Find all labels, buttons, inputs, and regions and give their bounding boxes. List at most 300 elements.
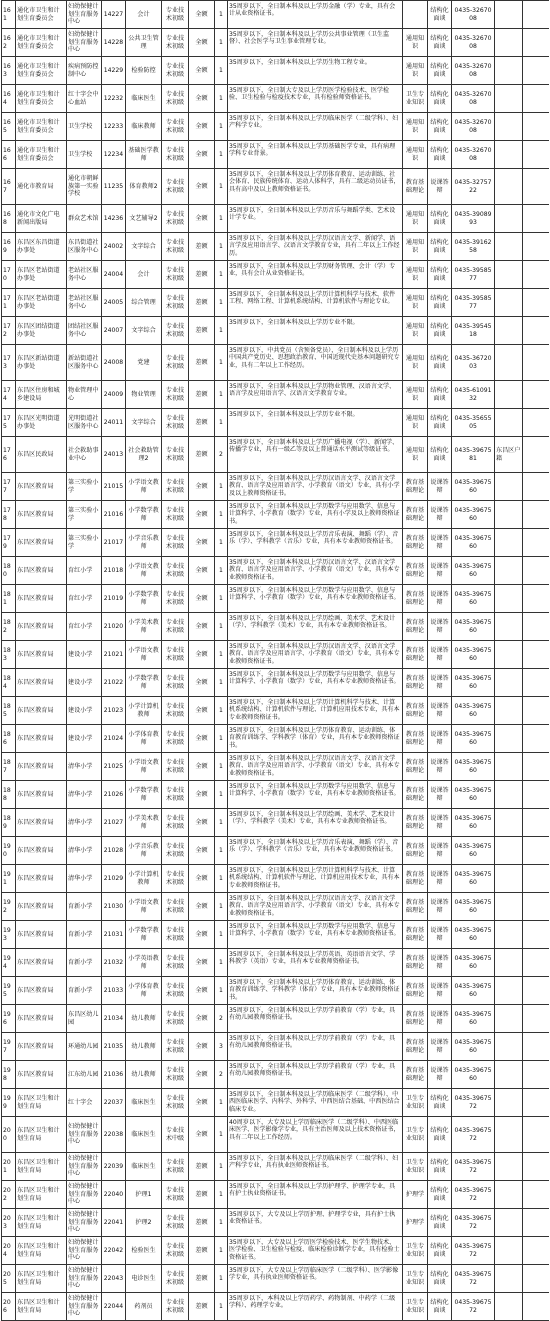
table-row xyxy=(1,585,549,613)
headcount-cell: 1 xyxy=(214,641,227,668)
notes-cell: 东昌区户籍 xyxy=(494,437,523,472)
headcount-cell: 1 xyxy=(214,169,227,204)
interview-type-cell: 结构化面谈 xyxy=(427,233,451,260)
headcount-cell: 1 xyxy=(214,949,227,976)
requirements-cell: 35周岁以下，全日制本科及以上学历数学与应用数学、信息与计算科学、小学教育（数学）专业，具有本专业教师资格证书。 xyxy=(227,585,402,612)
requirements-cell: 35周岁以下，全日制本科及以上学历临床医学（二级学科）、妇产科学专业，具有执业医师资格证书。 xyxy=(227,1153,402,1180)
position-name-cell: 临床医生 xyxy=(125,85,161,112)
table-row xyxy=(1,837,549,865)
written-exam-cell: 通用知识 xyxy=(402,437,427,472)
interview-type-cell: 结构化面谈 xyxy=(427,1237,451,1264)
position-name-cell: 临床医生 xyxy=(125,1089,161,1116)
department-cell: 东昌区教育局 xyxy=(15,781,66,808)
row-number-cell: 183 xyxy=(1,641,15,668)
row-number-cell: 185 xyxy=(1,697,15,724)
row-number-cell: 193 xyxy=(1,921,15,948)
position-code-cell: 21031 xyxy=(101,921,125,948)
position-code-cell: 24013 xyxy=(101,437,125,472)
interview-type-cell: 结构化面谈 xyxy=(427,289,451,316)
department-cell: 东昌区教育局 xyxy=(15,1005,66,1032)
position-level-cell: 专业技术初级 xyxy=(161,289,188,316)
contact-phone-cell: 0435-3967560 xyxy=(451,725,494,752)
interview-type-cell: 结构化面谈 xyxy=(427,1293,451,1320)
employer-cell: 育红小学 xyxy=(66,613,101,640)
position-name-cell: 小学音乐教师 xyxy=(125,529,161,556)
table-row xyxy=(1,977,549,1005)
contact-phone-cell: 0435-6109132 xyxy=(451,381,494,408)
row-number-cell: 184 xyxy=(1,669,15,696)
employer-cell: 第三实验小学 xyxy=(66,473,101,500)
interview-type-cell: 结构化面谈 xyxy=(427,1117,451,1152)
row-number-cell: 194 xyxy=(1,949,15,976)
position-level-cell: 专业技术初级 xyxy=(161,1061,188,1088)
funding-type-cell: 全额 xyxy=(188,585,214,612)
employer-cell: 妇幼保健计划生育服务中心 xyxy=(66,1265,101,1292)
funding-type-cell: 差额 xyxy=(188,233,214,260)
interview-type-cell: 结构化面谈 xyxy=(427,261,451,288)
department-cell: 东昌区卫生和计划生育局 xyxy=(15,1293,66,1320)
table-row xyxy=(1,409,549,437)
row-number-cell: 196 xyxy=(1,1005,15,1032)
table-row xyxy=(1,725,549,753)
funding-type-cell: 全额 xyxy=(188,1,214,28)
position-level-cell: 专业技术初级 xyxy=(161,977,188,1004)
employer-cell: 育红小学 xyxy=(66,585,101,612)
contact-phone-cell: 0435-3967560 xyxy=(451,1005,494,1032)
position-name-cell: 电诊医生 xyxy=(125,1265,161,1292)
notes-cell xyxy=(494,893,523,920)
department-cell: 东昌区卫生和计划生育局 xyxy=(15,1265,66,1292)
contact-phone-cell: 0435-3267008 xyxy=(451,113,494,140)
department-cell: 东昌区教育局 xyxy=(15,557,66,584)
row-number-cell: 187 xyxy=(1,753,15,780)
requirements-cell: 35周岁以下，全日制本科及以上学历计算机科学与技术、计算机系统结构、计算机软件与理论、计算机应用技术专业，具有本专业教师资格证书。 xyxy=(227,865,402,892)
written-exam-cell: 教育基础理论 xyxy=(402,473,427,500)
position-name-cell: 小学语文教师 xyxy=(125,557,161,584)
position-code-cell: 21017 xyxy=(101,529,125,556)
table-row xyxy=(1,753,549,781)
department-cell: 通化市卫生和计划生育委员会 xyxy=(15,113,66,140)
row-number-cell: 173 xyxy=(1,345,15,380)
notes-cell xyxy=(494,317,523,344)
written-exam-cell: 护理学 xyxy=(402,1181,427,1208)
position-name-cell: 临床教师 xyxy=(125,113,161,140)
funding-type-cell: 全额 xyxy=(188,669,214,696)
requirements-cell: 35周岁以下，中共党员（含预备党员），全日制本科及以上学历中国共产党历史、思想政治教育、中国近现代史基本问题研究专业，具有二年以上工作经历。 xyxy=(227,345,402,380)
table-row xyxy=(1,1293,549,1321)
position-level-cell: 专业技术初级 xyxy=(161,473,188,500)
employer-cell: 卫生学校 xyxy=(66,141,101,168)
position-level-cell: 专业技术初级 xyxy=(161,1209,188,1236)
table-row xyxy=(1,381,549,409)
row-number-cell: 198 xyxy=(1,1061,15,1088)
position-code-cell: 21029 xyxy=(101,865,125,892)
table-row xyxy=(1,29,549,57)
funding-type-cell: 全额 xyxy=(188,205,214,232)
interview-type-cell: 说课答辩 xyxy=(427,557,451,584)
notes-cell xyxy=(494,669,523,696)
row-number-cell: 199 xyxy=(1,1089,15,1116)
interview-type-cell: 说课答辩 xyxy=(427,1033,451,1060)
position-level-cell: 专业技术初级 xyxy=(161,1033,188,1060)
position-level-cell: 专业技术初级 xyxy=(161,1237,188,1264)
notes-cell xyxy=(494,557,523,584)
headcount-cell: 1 xyxy=(214,1,227,28)
requirements-cell: 35周岁以下，全日制本科及以上学历数学与应用数学、信息与计算科学、小学教育（数学）专业，具有本专业教师资格证书。 xyxy=(227,921,402,948)
row-number-cell: 182 xyxy=(1,613,15,640)
written-exam-cell: 教育基础理论 xyxy=(402,169,427,204)
table-row xyxy=(1,113,549,141)
funding-type-cell: 差额 xyxy=(188,1237,214,1264)
row-number-cell: 172 xyxy=(1,317,15,344)
written-exam-cell: 通用知识 xyxy=(402,345,427,380)
position-name-cell: 临床医生 xyxy=(125,1117,161,1152)
contact-phone-cell: 0435-3967560 xyxy=(451,641,494,668)
requirements-cell: 35周岁以下，全日制本科及以上学历物业管理、汉语言文学、语言学及应用语言学、汉语言文学教育专业。 xyxy=(227,381,402,408)
interview-type-cell: 结构化面谈 xyxy=(427,205,451,232)
position-code-cell: 21036 xyxy=(101,1061,125,1088)
position-code-cell: 14227 xyxy=(101,1,125,28)
contact-phone-cell: 0435-3908993 xyxy=(451,205,494,232)
position-code-cell: 21019 xyxy=(101,585,125,612)
employer-cell: 江东幼儿园 xyxy=(66,1061,101,1088)
requirements-cell: 35周岁以下，全日制本科及以上学历数学与应用数学、信息与计算科学、小学教育（数学）专业，具有本专业教师资格证书。 xyxy=(227,781,402,808)
written-exam-cell: 通用知识 xyxy=(402,409,427,436)
contact-phone-cell: 0435-3967560 xyxy=(451,697,494,724)
interview-type-cell: 结构化面谈 xyxy=(427,29,451,56)
table-row xyxy=(1,641,549,669)
department-cell: 东昌区新站街道办事处 xyxy=(15,345,66,380)
position-name-cell: 小学数学教师 xyxy=(125,669,161,696)
department-cell: 东昌区卫生和计划生育局 xyxy=(15,1181,66,1208)
table-row xyxy=(1,1061,549,1089)
table-row xyxy=(1,1,549,29)
department-cell: 通化市文化广电新闻出版局 xyxy=(15,205,66,232)
department-cell: 东昌区东昌街道办事处 xyxy=(15,233,66,260)
employer-cell: 第三实验小学 xyxy=(66,501,101,528)
table-row xyxy=(1,669,549,697)
interview-type-cell: 说课答辩 xyxy=(427,893,451,920)
funding-type-cell: 全额 xyxy=(188,781,214,808)
position-code-cell: 24002 xyxy=(101,233,125,260)
position-code-cell: 21015 xyxy=(101,473,125,500)
position-level-cell: 专业技术初级 xyxy=(161,113,188,140)
position-level-cell: 专业技术初级 xyxy=(161,29,188,56)
requirements-cell: 35周岁以下，本科及以上学历药学、药物制剂、中药学（二级学科）、药理学专业。 xyxy=(227,1293,402,1320)
headcount-cell: 1 xyxy=(214,233,227,260)
position-name-cell: 小学数学教师 xyxy=(125,921,161,948)
contact-phone-cell: 0435-3967560 xyxy=(451,557,494,584)
position-code-cell: 12233 xyxy=(101,113,125,140)
funding-type-cell: 全额 xyxy=(188,725,214,752)
employer-cell: 卫生学校 xyxy=(66,113,101,140)
written-exam-cell: 卫生专业知识 xyxy=(402,1117,427,1152)
table-row xyxy=(1,345,549,381)
row-number-cell: 175 xyxy=(1,409,15,436)
written-exam-cell: 教育基础理论 xyxy=(402,977,427,1004)
position-name-cell: 小学体育教师 xyxy=(125,725,161,752)
requirements-cell: 35周岁以下，全日制本科及以上学历临床医学（二级学科）、妇产科学专业。 xyxy=(227,113,402,140)
contact-phone-cell: 0435-3954518 xyxy=(451,317,494,344)
requirements-cell: 35周岁以下，全日制本科及以上学历绘画、美术学、艺术设计（学）、学科教学（美术）专业，具有本专业教师资格证书。 xyxy=(227,613,402,640)
row-number-cell: 203 xyxy=(1,1209,15,1236)
funding-type-cell: 全额 xyxy=(188,141,214,168)
headcount-cell: 1 xyxy=(214,1117,227,1152)
notes-cell xyxy=(494,381,523,408)
contact-phone-cell: 0435-3967572 xyxy=(451,1089,494,1116)
funding-type-cell: 全额 xyxy=(188,865,214,892)
employer-cell: 育新小学 xyxy=(66,921,101,948)
interview-type-cell: 说课答辩 xyxy=(427,865,451,892)
interview-type-cell: 结构化面谈 xyxy=(427,1153,451,1180)
table-row xyxy=(1,1033,549,1061)
interview-type-cell: 说课答辩 xyxy=(427,809,451,836)
position-level-cell: 专业技术初级 xyxy=(161,233,188,260)
notes-cell xyxy=(494,205,523,232)
requirements-cell: 35周岁以下，全日制本科及以上学历音乐与舞蹈学类、艺术设计学专业。 xyxy=(227,205,402,232)
employer-cell: 群众艺术馆 xyxy=(66,205,101,232)
interview-type-cell: 结构化面谈 xyxy=(427,381,451,408)
row-number-cell: 205 xyxy=(1,1265,15,1292)
position-level-cell: 专业技术初级 xyxy=(161,1181,188,1208)
interview-type-cell: 说课答辩 xyxy=(427,529,451,556)
row-number-cell: 181 xyxy=(1,585,15,612)
row-number-cell: 179 xyxy=(1,529,15,556)
requirements-cell: 35周岁以下，全日制本科及以上学历计算机科学与技术、软件工程、网络工程、计算机系统结构、计算机软件与理论专业。 xyxy=(227,289,402,316)
table-row xyxy=(1,1237,549,1265)
requirements-cell: 35周岁以下，全日制本科及以上学历学前教育（学）专业，具有幼儿园教师资格证书。 xyxy=(227,1061,402,1088)
contact-phone-cell: 0435-3267008 xyxy=(451,29,494,56)
position-code-cell: 24011 xyxy=(101,409,125,436)
notes-cell xyxy=(494,1117,523,1152)
position-name-cell: 小学体育教师 xyxy=(125,977,161,1004)
row-number-cell: 206 xyxy=(1,1293,15,1320)
department-cell: 东昌区团结街道办事处 xyxy=(15,317,66,344)
position-code-cell: 22043 xyxy=(101,1265,125,1292)
position-code-cell: 21025 xyxy=(101,753,125,780)
table-row xyxy=(1,1089,549,1117)
requirements-cell: 35周岁以下，全日制本科及以上学历绘画、美术学、艺术设计（学）、学科教学（美术）专业，具有本专业教师资格证书。 xyxy=(227,809,402,836)
position-level-cell: 专业技术初级 xyxy=(161,753,188,780)
position-code-cell: 21033 xyxy=(101,977,125,1004)
employer-cell: 妇幼保健计划生育服务中心 xyxy=(66,1181,101,1208)
row-number-cell: 162 xyxy=(1,29,15,56)
table-row xyxy=(1,289,549,317)
position-name-cell: 药剂员 xyxy=(125,1293,161,1320)
interview-type-cell: 结构化面谈 xyxy=(427,317,451,344)
department-cell: 东昌区老站街道办事处 xyxy=(15,289,66,316)
position-code-cell: 14228 xyxy=(101,29,125,56)
interview-type-cell: 说课答辩 xyxy=(427,837,451,864)
written-exam-cell: 通用知识 xyxy=(402,57,427,84)
notes-cell xyxy=(494,725,523,752)
notes-cell xyxy=(494,697,523,724)
requirements-cell: 35周岁以下，全日制本科及以上学历汉语言文学、汉语言文学教育、语言学及应用语言学、小学教育（语文）专业，具有本专业教师资格证书。 xyxy=(227,893,402,920)
position-level-cell: 专业技术初级 xyxy=(161,781,188,808)
requirements-cell: 35周岁以下，全日制本科及以上学历计算机科学与技术、计算机系统结构、计算机软件与理论、计算机应用技术专业，具有本专业教师资格证书。 xyxy=(227,697,402,724)
position-level-cell: 专业技术初级 xyxy=(161,1,188,28)
table-row xyxy=(1,317,549,345)
table-row xyxy=(1,501,549,529)
contact-phone-cell: 0435-3967560 xyxy=(451,837,494,864)
headcount-cell: 1 xyxy=(214,781,227,808)
table-row xyxy=(1,921,549,949)
interview-type-cell: 结构化面谈 xyxy=(427,1089,451,1116)
position-name-cell: 小学数学教师 xyxy=(125,585,161,612)
row-number-cell: 176 xyxy=(1,437,15,472)
written-exam-cell: 卫生专业知识 xyxy=(402,85,427,112)
row-number-cell: 202 xyxy=(1,1181,15,1208)
contact-phone-cell: 0435-3967560 xyxy=(451,501,494,528)
contact-phone-cell: 0435-3967560 xyxy=(451,473,494,500)
position-level-cell: 专业技术初级 xyxy=(161,261,188,288)
department-cell: 东昌区卫生和计划生育局 xyxy=(15,1117,66,1152)
employer-cell: 第三实验小学 xyxy=(66,529,101,556)
interview-type-cell: 结构化面谈 xyxy=(427,437,451,472)
table-row xyxy=(1,1265,549,1293)
notes-cell xyxy=(494,1153,523,1180)
notes-cell xyxy=(494,529,523,556)
table-row xyxy=(1,205,549,233)
contact-phone-cell: 0435-3967560 xyxy=(451,669,494,696)
headcount-cell: 1 xyxy=(214,1209,227,1236)
row-number-cell: 177 xyxy=(1,473,15,500)
department-cell: 通化市卫生和计划生育委员会 xyxy=(15,1,66,28)
row-number-cell: 197 xyxy=(1,1033,15,1060)
contact-phone-cell: 0435-3267008 xyxy=(451,57,494,84)
requirements-cell: 35周岁以下，全日制本科及以上学历金融（学）专业，具有会计从业资格证书。 xyxy=(227,1,402,28)
notes-cell xyxy=(494,233,523,260)
requirements-cell: 35周岁以下，全日制本科及以上学历体育教育、运动训练、体育教育训练学、学科教学（体育）专业，具有本专业教师资格证书。 xyxy=(227,977,402,1004)
requirements-cell: 35周岁以下，全日制本科及以上学历汉语言文学、汉语言文学教育、语言学及应用语言学、小学教育（语文）专业，具有小学及以上教师资格证书。 xyxy=(227,473,402,500)
position-name-cell: 小学计算机教师 xyxy=(125,865,161,892)
notes-cell xyxy=(494,865,523,892)
table-row xyxy=(1,893,549,921)
employer-cell: 妇幼保健计划生育服务中心 xyxy=(66,1153,101,1180)
notes-cell xyxy=(494,781,523,808)
position-code-cell: 21020 xyxy=(101,613,125,640)
written-exam-cell: 教育基础理论 xyxy=(402,529,427,556)
position-name-cell: 基础医学教师 xyxy=(125,141,161,168)
position-level-cell: 专业技术初级 xyxy=(161,205,188,232)
position-level-cell: 专业技术初级 xyxy=(161,437,188,472)
employer-cell: 东昌区幼儿园 xyxy=(66,1005,101,1032)
position-name-cell: 小学语文教师 xyxy=(125,641,161,668)
position-name-cell: 小学音乐教师 xyxy=(125,837,161,864)
interview-type-cell: 结构化面谈 xyxy=(427,85,451,112)
employer-cell: 育新小学 xyxy=(66,949,101,976)
row-number-cell: 186 xyxy=(1,725,15,752)
row-number-cell: 192 xyxy=(1,893,15,920)
funding-type-cell: 全额 xyxy=(188,29,214,56)
interview-type-cell: 结构化面谈 xyxy=(427,345,451,380)
headcount-cell: 1 xyxy=(214,1237,227,1264)
notes-cell xyxy=(494,1237,523,1264)
department-cell: 东昌区卫生和计划生育局 xyxy=(15,1089,66,1116)
written-exam-cell: 教育基础理论 xyxy=(402,697,427,724)
position-code-cell: 24005 xyxy=(101,289,125,316)
position-name-cell: 公共卫生管理 xyxy=(125,29,161,56)
position-level-cell: 专业技术初级 xyxy=(161,613,188,640)
notes-cell xyxy=(494,1061,523,1088)
written-exam-cell: 教育基础理论 xyxy=(402,781,427,808)
contact-phone-cell: 0435-3967560 xyxy=(451,893,494,920)
headcount-cell: 2 xyxy=(214,437,227,472)
position-level-cell: 专业技术初级 xyxy=(161,1005,188,1032)
row-number-cell: 190 xyxy=(1,837,15,864)
position-code-cell: 22042 xyxy=(101,1237,125,1264)
position-code-cell: 22041 xyxy=(101,1209,125,1236)
notes-cell xyxy=(494,345,523,380)
funding-type-cell: 全额 xyxy=(188,557,214,584)
table-row xyxy=(1,865,549,893)
requirements-cell: 35周岁以下，全日制本科及以上学历汉语言文学、汉语言文学教育、语言学及应用语言学、小学教育（语文）专业，具有本专业教师资格证书。 xyxy=(227,557,402,584)
employer-cell: 建设小学 xyxy=(66,669,101,696)
notes-cell xyxy=(494,809,523,836)
headcount-cell: 1 xyxy=(214,1265,227,1292)
interview-type-cell: 说课答辩 xyxy=(427,781,451,808)
written-exam-cell: 教育基础理论 xyxy=(402,1061,427,1088)
requirements-cell: 35周岁以下，全日制本科及以上学历基础医学专业，具有病理学科专业背景。 xyxy=(227,141,402,168)
contact-phone-cell: 0435-3916258 xyxy=(451,233,494,260)
notes-cell xyxy=(494,1089,523,1116)
department-cell: 东昌区卫生和计划生育局 xyxy=(15,1209,66,1236)
position-name-cell: 小学美术教师 xyxy=(125,613,161,640)
employer-cell: 老站社区服务中心 xyxy=(66,289,101,316)
requirements-cell: 35周岁以下，全日制本科及以上学历汉语言文学、汉语言文学教育、语言学及应用语言学、小学教育（语文）专业，具有本专业教师资格证书。 xyxy=(227,641,402,668)
requirements-cell: 35周岁以下，全日制本科及以上学历学前教育（学）专业，具有幼儿园教师资格证书。 xyxy=(227,1033,402,1060)
position-name-cell: 幼儿教师 xyxy=(125,1033,161,1060)
table-row xyxy=(1,1181,549,1209)
interview-type-cell: 说课答辩 xyxy=(427,753,451,780)
requirements-cell: 35周岁以下，全日制本科及以上学历临床医学（二级学科）、中西医临床医学、内科学、外科学、中西医结合基础、中西医结合临床专业。 xyxy=(227,1089,402,1116)
position-name-cell: 会计 xyxy=(125,1,161,28)
row-number-cell: 163 xyxy=(1,57,15,84)
position-code-cell: 12232 xyxy=(101,85,125,112)
employer-cell: 新站街道社区服务中心 xyxy=(66,345,101,380)
interview-type-cell: 结构化面谈 xyxy=(427,1,451,28)
employer-cell: 红十字会 xyxy=(66,1089,101,1116)
notes-cell xyxy=(494,1005,523,1032)
funding-type-cell: 差额 xyxy=(188,289,214,316)
position-level-cell: 专业技术初级 xyxy=(161,57,188,84)
table-row xyxy=(1,809,549,837)
row-number-cell: 191 xyxy=(1,865,15,892)
written-exam-cell: 教育基础理论 xyxy=(402,837,427,864)
requirements-cell: 35周岁以下，大专及以上学历医学检验技术、医学生物技术、医学检验、卫生检验与检疫、临床检验诊断学专业，具有检验士资格证书。 xyxy=(227,1237,402,1264)
written-exam-cell: 教育基础理论 xyxy=(402,893,427,920)
funding-type-cell: 差额 xyxy=(188,1153,214,1180)
funding-type-cell: 差额 xyxy=(188,381,214,408)
row-number-cell: 161 xyxy=(1,1,15,28)
department-cell: 东昌区教育局 xyxy=(15,613,66,640)
contact-phone-cell: 0435-3967560 xyxy=(451,921,494,948)
requirements-cell: 35周岁以下，全日制本科及以上学历数学与应用数学、信息与计算科学、小学教育（数学）专业，具有小学及以上教师资格证书。 xyxy=(227,501,402,528)
notes-cell xyxy=(494,585,523,612)
notes-cell xyxy=(494,753,523,780)
department-cell: 东昌区教育局 xyxy=(15,865,66,892)
row-number-cell: 195 xyxy=(1,977,15,1004)
requirements-cell: 35周岁以下，全日制本科及以上学历数学与应用数学、信息与计算科学、小学教育（数学）专业，具有本专业教师资格证书。 xyxy=(227,669,402,696)
funding-type-cell: 差额 xyxy=(188,1293,214,1320)
requirements-cell: 35周岁以下，全日制本科及以上学历专业不限。 xyxy=(227,317,402,344)
requirements-cell: 35周岁以下，全日制大专及以上学历医学检验技术、医学检验、卫生检验与检疫技术专业，具有检验师资格证书。 xyxy=(227,85,402,112)
position-level-cell: 专业技术初级 xyxy=(161,557,188,584)
table-row xyxy=(1,473,549,501)
headcount-cell: 2 xyxy=(214,1005,227,1032)
interview-type-cell: 结构化面谈 xyxy=(427,141,451,168)
contact-phone-cell: 0435-3967560 xyxy=(451,585,494,612)
